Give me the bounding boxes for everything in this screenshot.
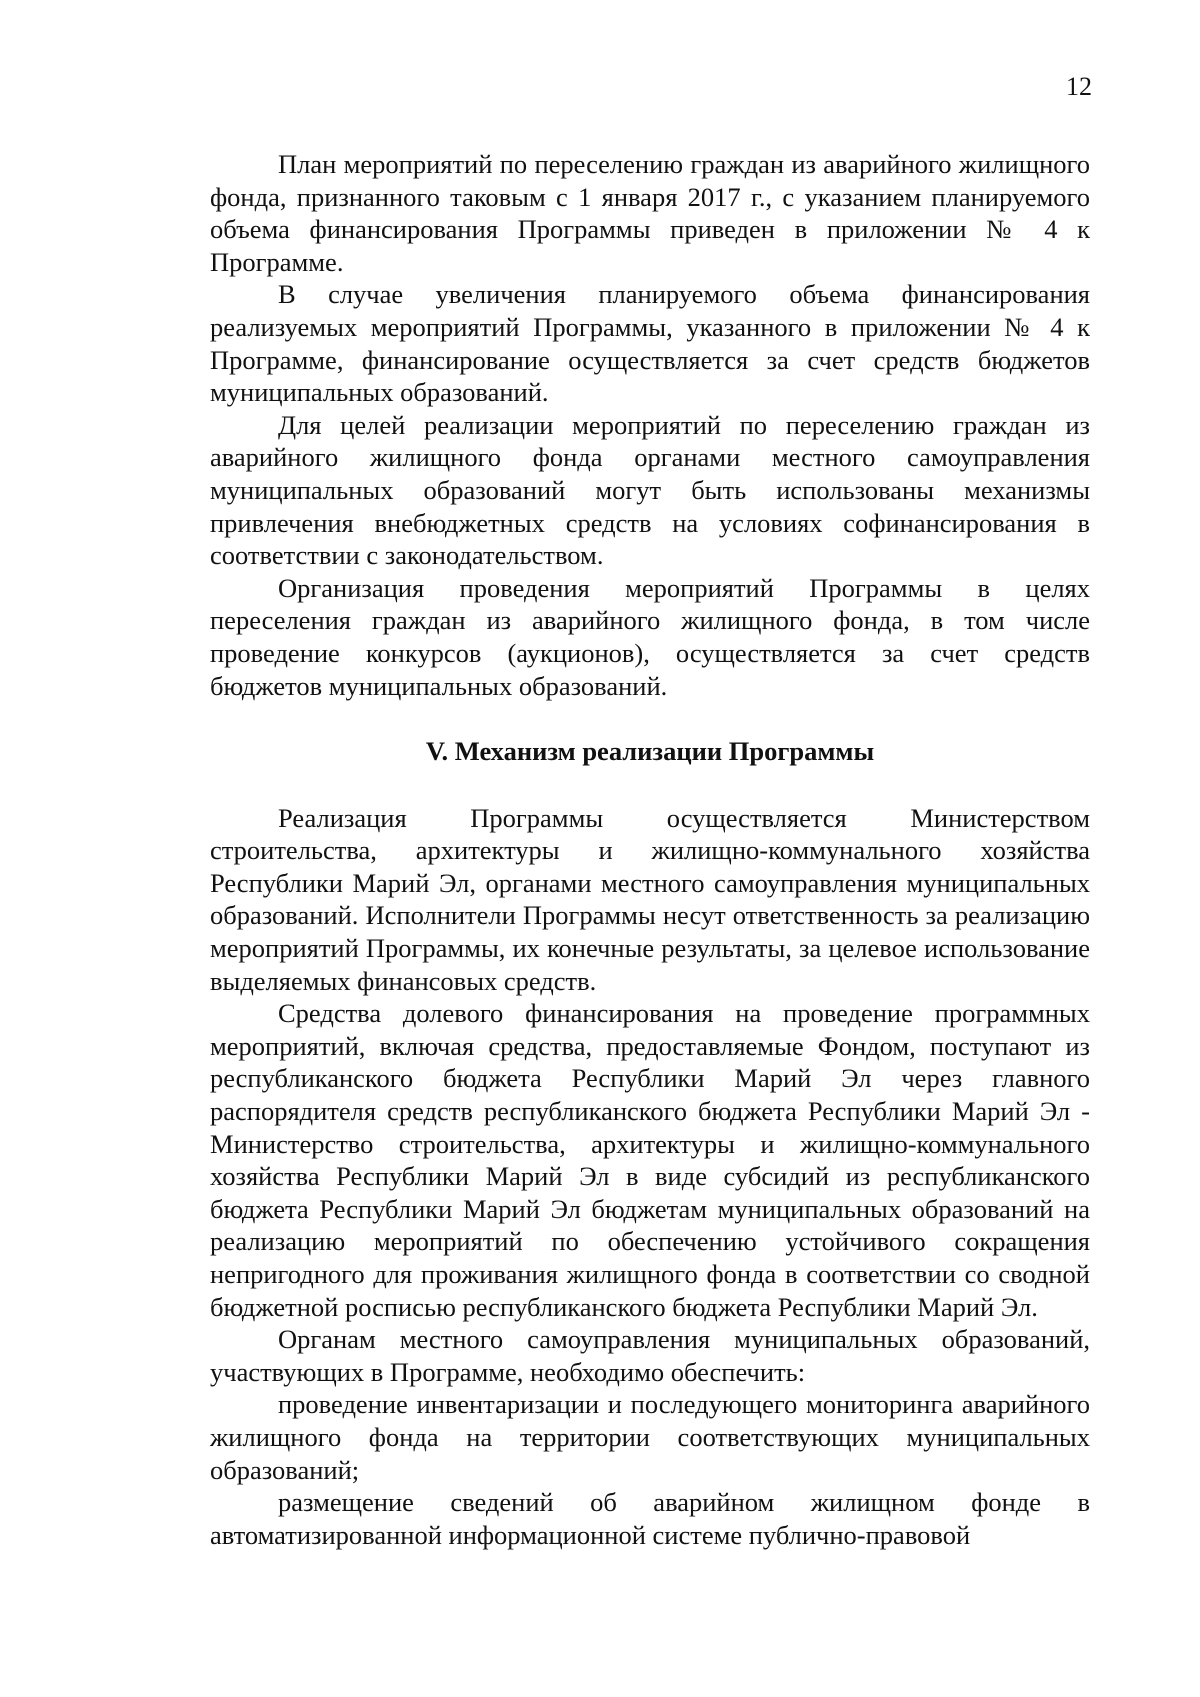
paragraph-funding-increase: В случае увеличения планируемого объема финансирования реализуемых мероприятий Программы, указанного в приложении № 4 к Программе, финансирование осуществляется за счет средств бюджетов муниципальных образований. (210, 279, 1090, 408)
paragraph-plan: План мероприятий по переселению граждан из аварийного жилищного фонда, признанного таковым с 1 января 2017 г., с указанием планируемого объема финансирования Программы приведен в приложении № 4 к Программе. (210, 149, 1090, 277)
section-heading: V. Механизм реализации Программы (425, 736, 875, 767)
paragraph-extrabudgetary: Для целей реализации мероприятий по переселению граждан из аварийного жилищного фонда органами местного самоуправления муниципальных образований могут быть использованы механизмы привлечения внебюджетных средств на условиях софинансирования в соответствии с законодательством. (210, 409, 1090, 571)
page-number: 12 (1066, 72, 1092, 101)
document-body (210, 148, 1090, 1551)
paragraph-inventory: проведение инвентаризации и последующего мониторинга аварийного жилищного фонда на территории соответствующих муниципальных образований; (210, 1389, 1090, 1485)
paragraph-organization: Организация проведения мероприятий Программы в целях переселения граждан из аварийного жилищного фонда, в том числе проведение конкурсов (аукционов), осуществляется за счет средств бюджетов муниципальных образований. (210, 572, 1090, 701)
paragraph-implementation: Реализация Программы осуществляется Министерством строительства, архитектуры и жилищно-коммунального хозяйства Республики Марий Эл, органами местного самоуправления муниципальных образований. Исполнители Программы несут ответственность за реализацию мероприятий Программы, их конечные результаты, за целевое использование выделяемых финансовых средств. (210, 802, 1090, 996)
paragraph-shared-funding: Средства долевого финансирования на проведение программных мероприятий, включая средства, предоставляемые Фондом, поступают из республиканского бюджета Республики Марий Эл через главного распорядителя средств республиканского бюджета Республики Марий Эл - Министерство строительства, архитектуры и жилищно-коммунального хозяйства Республики Марий Эл в виде субсидий из республиканского бюджета Республики Марий Эл бюджетам муниципальных образований на реализацию мероприятий по обеспечению устойчивого сокращения непригодного для проживания жилищного фонда в соответствии со сводной бюджетной росписью республиканского бюджета Республики Марий Эл. (210, 998, 1090, 1322)
paragraph-local-authorities: Органам местного самоуправления муниципальных образований, участвующих в Программе, необходимо обеспечить: (210, 1324, 1090, 1387)
paragraph-publication: размещение сведений об аварийном жилищном фонде в автоматизированной информационной системе публично-правовой (210, 1487, 1090, 1550)
